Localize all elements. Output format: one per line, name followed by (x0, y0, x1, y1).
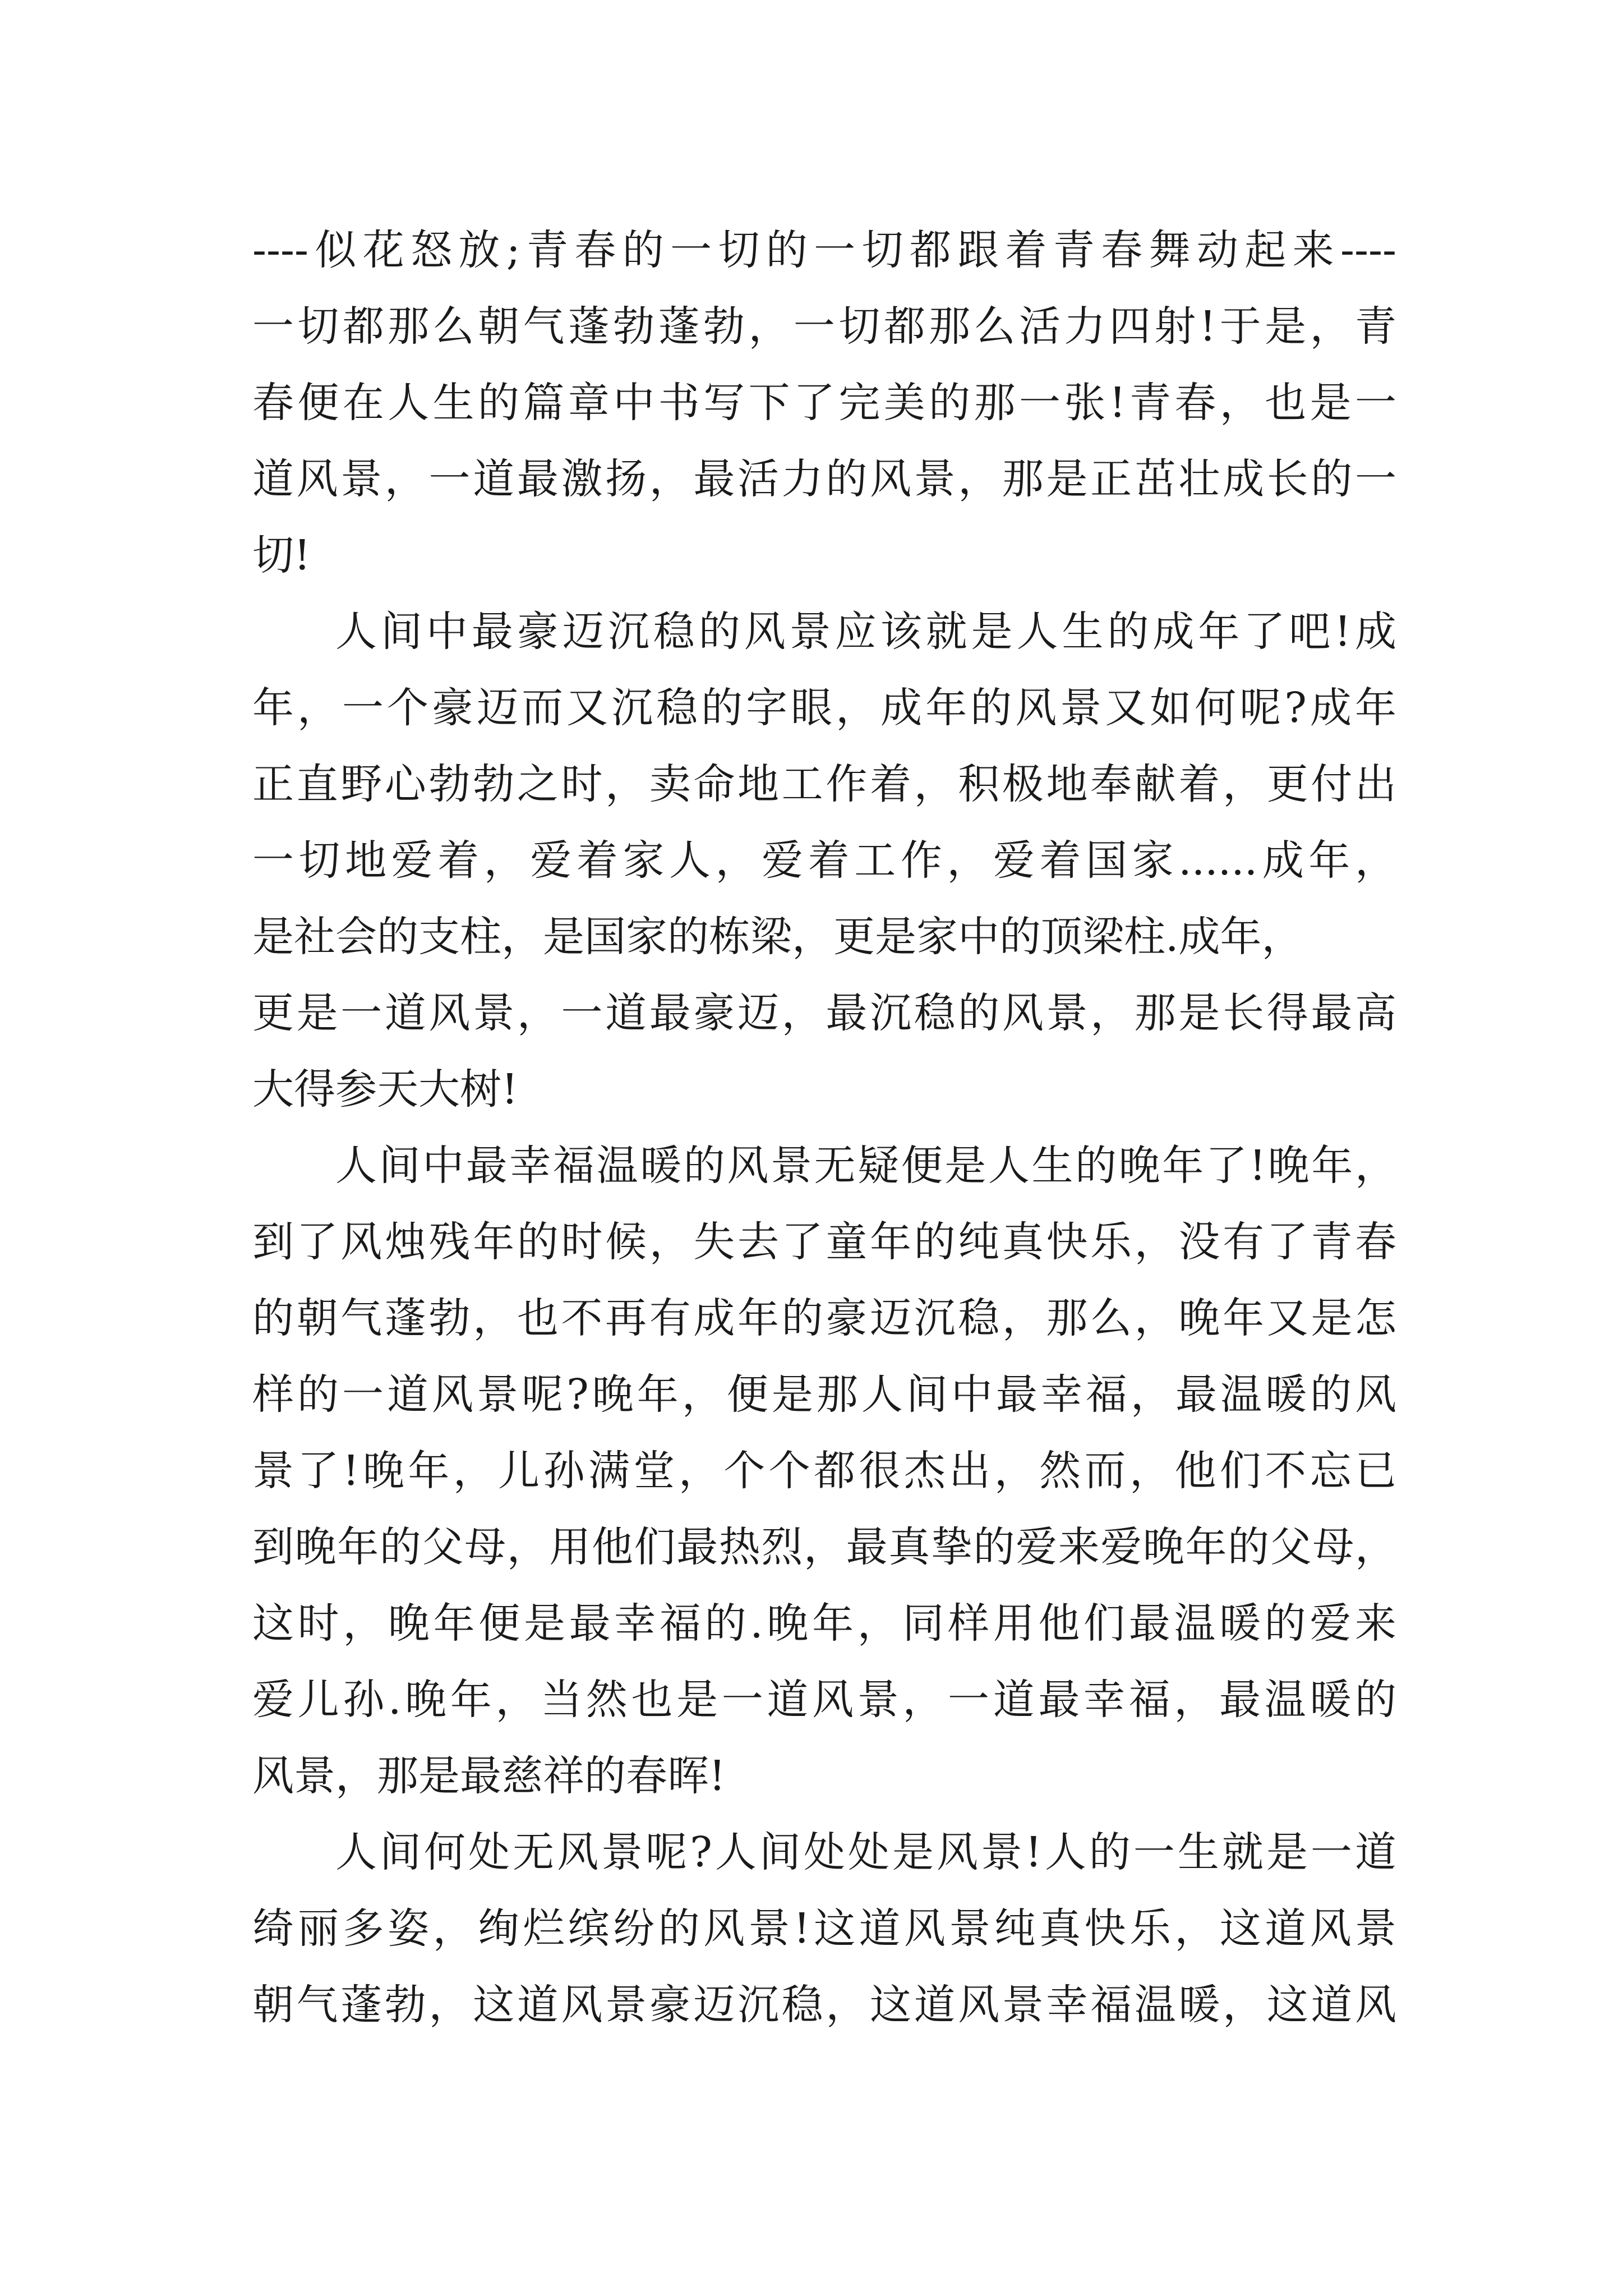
text-line: 年，一个豪迈而又沉稳的字眼，成年的风景又如何呢?成年 (252, 684, 1396, 732)
text-line: 人间中最幸福温暖的风景无疑便是人生的晚年了!晚年， (335, 1142, 1396, 1190)
text-line: 人间何处无风景呢?人间处处是风景!人的一生就是一道 (335, 1828, 1396, 1876)
text-line: 这时，晚年便是最幸福的.晚年，同样用他们最温暖的爱来 (252, 1599, 1396, 1648)
text-line: 切! (252, 531, 311, 579)
text-line: 一切都那么朝气蓬勃蓬勃，一切都那么活力四射!于是，青 (252, 302, 1396, 351)
text-line: 是社会的支柱，是国家的栋梁，更是家中的顶梁柱.成年， (252, 913, 1303, 961)
text-line: 绮丽多姿，绚烂缤纷的风景!这道风景纯真快乐，这道风景 (252, 1904, 1396, 1953)
text-line: 到了风烛残年的时候，失去了童年的纯真快乐，没有了青春 (252, 1218, 1396, 1266)
text-line: 道风景，一道最激扬，最活力的风景，那是正茁壮成长的一 (252, 455, 1396, 503)
text-line: ----似花怒放;青春的一切的一切都跟着青春舞动起来---- (252, 226, 1396, 274)
text-line: 正直野心勃勃之时，卖命地工作着，积极地奉献着，更付出 (252, 760, 1396, 808)
text-line: 人间中最豪迈沉稳的风景应该就是人生的成年了吧!成 (335, 608, 1396, 656)
text-line: 样的一道风景呢?晚年，便是那人间中最幸福，最温暖的风 (252, 1370, 1396, 1419)
essay-text (252, 212, 1396, 2043)
text-line: 爱儿孙.晚年，当然也是一道风景，一道最幸福，最温暖的 (252, 1676, 1396, 1724)
text-line: 春便在人生的篇章中书写下了完美的那一张!青春，也是一 (252, 379, 1396, 427)
text-line: 更是一道风景，一道最豪迈，最沉稳的风景，那是长得最高 (252, 989, 1396, 1037)
text-line: 一切地爱着，爱着家人，爱着工作，爱着国家......成年， (252, 836, 1396, 885)
text-line: 大得参天大树! (252, 1065, 518, 1114)
text-line: 的朝气蓬勃，也不再有成年的豪迈沉稳，那么，晚年又是怎 (252, 1294, 1396, 1342)
text-line: 朝气蓬勃，这道风景豪迈沉稳，这道风景幸福温暖，这道风 (252, 1981, 1396, 2029)
text-line: 到晚年的父母，用他们最热烈，最真挚的爱来爱晚年的父母， (252, 1523, 1396, 1571)
text-line: 景了!晚年，儿孙满堂，个个都很杰出，然而，他们不忘已 (252, 1447, 1396, 1495)
text-line: 风景，那是最慈祥的春晖! (252, 1752, 726, 1800)
